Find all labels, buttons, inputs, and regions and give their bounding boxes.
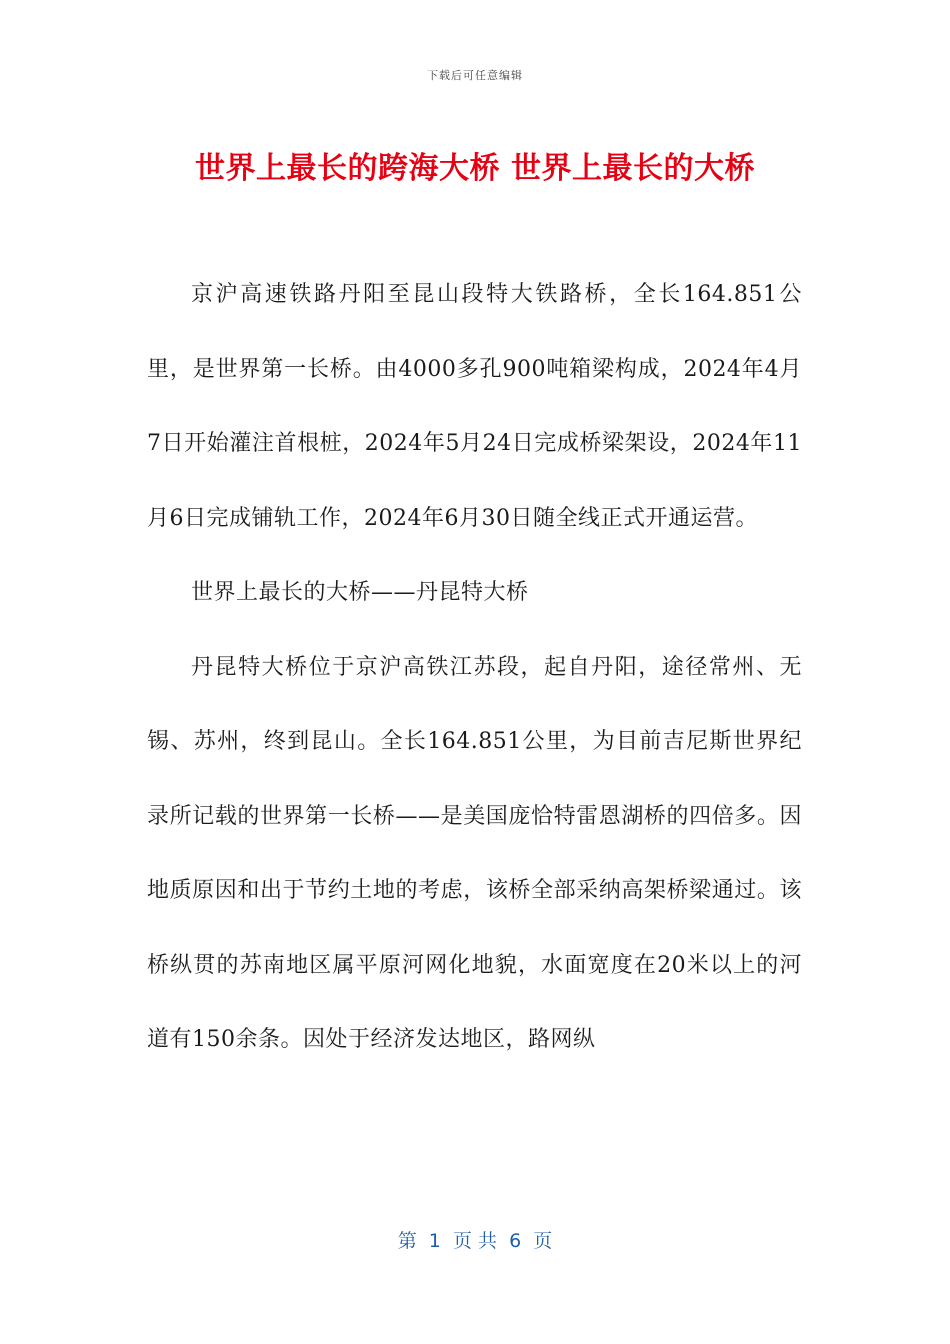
- page-number: 第 1 页 共 6 页: [397, 1230, 553, 1252]
- document-body: [147, 258, 802, 1078]
- paragraph: 京沪高速铁路丹阳至昆山段特大铁路桥，全长164.851公里，是世界第一长桥。由4000多孔900吨箱梁构成，2024年4月7日开始灌注首根桩，2024年5月24日完成桥梁架设，2024年11月6日完成铺轨工作，2024年6月30日随全线正式开通运营。: [147, 282, 802, 531]
- section-heading: 世界上最长的大桥——丹昆特大桥: [191, 580, 529, 605]
- page-title: 世界上最长的跨海大桥 世界上最长的大桥: [195, 151, 755, 186]
- header-note: 下载后可任意编辑: [427, 69, 523, 82]
- paragraph: 丹昆特大桥位于京沪高铁江苏段，起自丹阳，途径常州、无锡、苏州，终到昆山。全长164.851公里，为目前吉尼斯世界纪录所记载的世界第一长桥——是美国庞恰特雷恩湖桥的四倍多。因地质原因和出于节约土地的考虑，该桥全部采纳高架桥梁通过。该桥纵贯的苏南地区属平原河网化地貌，水面宽度在20米以上的河道有150余条。因处于经济发达地区，路网纵: [147, 654, 802, 1052]
